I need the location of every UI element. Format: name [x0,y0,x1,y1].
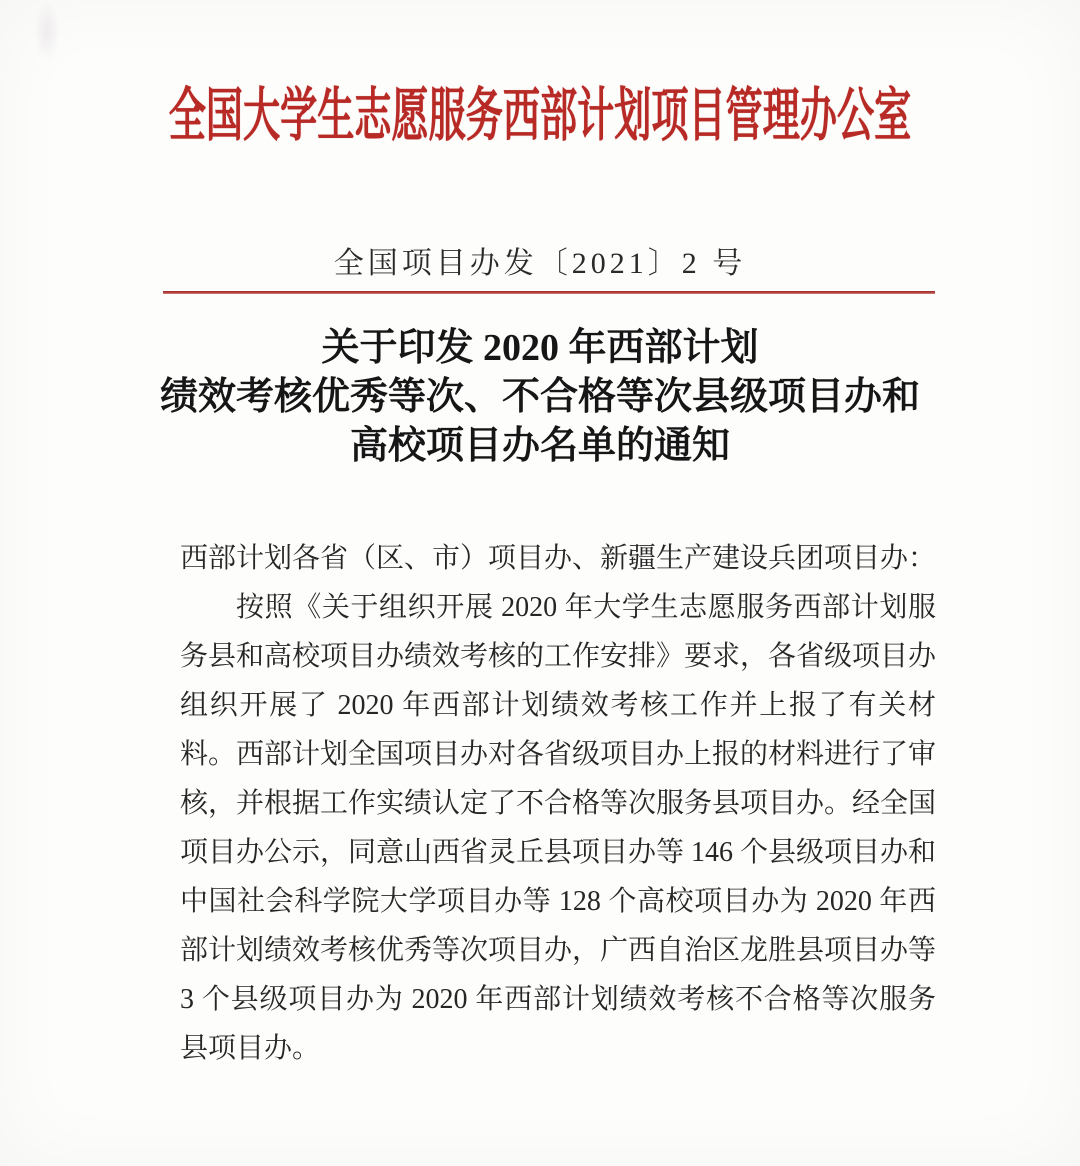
body-paragraph: 按照《关于组织开展 2020 年大学生志愿服务西部计划服务县和高校项目办绩效考核的工作安排》要求，各省级项目办组织开展了 2020 年西部计划绩效考核工作并上报了有关材料。西部计划全国项目办对各省级项目办上报的材料进行了审核，并根据工作实绩认定了不合格等次服务县项目办。经全国项目办公示，同意山西省灵丘县项目办等 146 个县级项目办和中国社会科学院大学项目办等 128 个高校项目办为 2020 年西部计划绩效考核优秀等次项目办，广西自治区龙胜县项目办等 3 个县级项目办为 2020 年西部计划绩效考核不合格等次服务县项目办。 [180,592,937,1064]
title-line-3: 高校项目办名单的通知 [349,425,730,467]
title-line-2: 绩效考核优秀等次、不合格等次县级项目办和 [159,376,920,418]
document-number: 全国项目办发〔2021〕2 号 [333,247,747,280]
document-body [180,534,936,1073]
document-header [0,72,1080,148]
office-name-title: 全国大学生志愿服务西部计划项目管理办公室 [168,83,912,148]
scan-artifact [34,2,60,62]
salutation-line: 西部计划各省（区、市）项目办、新疆生产建设兵团项目办： [180,543,937,574]
red-divider-line [163,291,935,294]
document-title [0,324,1080,471]
title-line-1: 关于印发 2020 年西部计划 [321,327,759,369]
